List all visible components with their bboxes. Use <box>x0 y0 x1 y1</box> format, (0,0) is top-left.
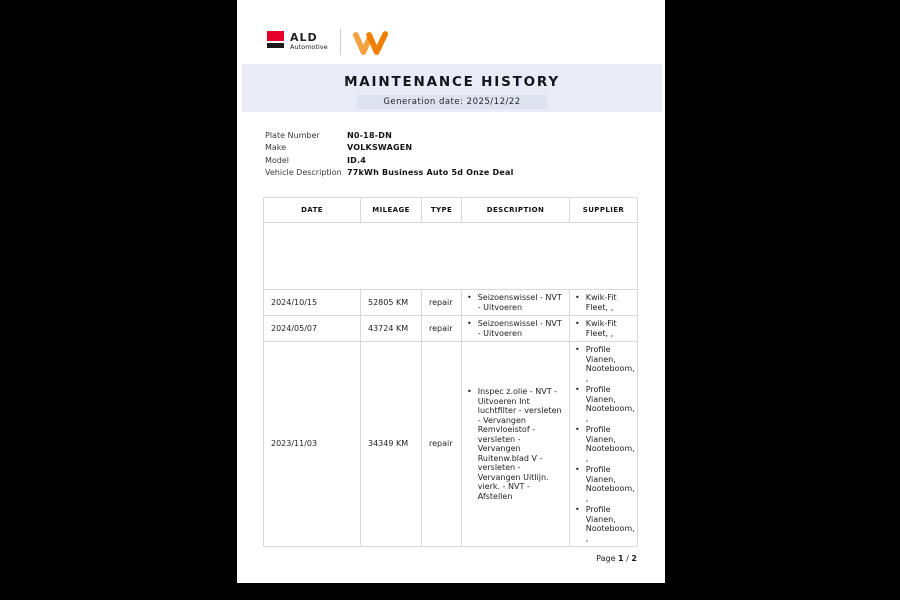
description-cell <box>462 342 570 547</box>
empty-cell <box>264 223 638 290</box>
bullet-icon: • <box>467 319 472 328</box>
plate-number-value: N0-18-DN <box>347 131 392 140</box>
date-cell: 2024/10/15 <box>264 290 361 316</box>
vehicle-description-value: 77kWh Business Auto 5d Onze Deal <box>347 167 514 177</box>
bullet-icon: • <box>467 293 472 302</box>
description-item: • Seizoenswissel - NVT - Uitvoeren <box>467 293 562 312</box>
supplier-item: • Profile Vianen, Nooteboom, , <box>575 425 635 463</box>
make-label: Make <box>265 143 287 153</box>
supplier-cell <box>570 316 638 342</box>
mileage-cell: 43724 KM <box>361 316 422 342</box>
description-cell <box>462 316 570 342</box>
page-total: 2 <box>631 554 637 563</box>
type-cell: repair <box>422 290 462 316</box>
brand-name: ALD <box>290 31 318 44</box>
table-header-row <box>264 198 638 223</box>
page-footer <box>596 554 637 563</box>
supplier-item: • Profile Vianen, Nooteboom, , <box>575 465 635 503</box>
header-logos <box>267 29 390 57</box>
bullet-icon: • <box>575 385 580 394</box>
bullet-icon: • <box>575 293 580 302</box>
ald-automotive-logo <box>267 29 328 51</box>
column-header-supplier: SUPPLIER <box>570 198 638 223</box>
supplier-item: • Kwik-Fit Fleet, , <box>575 293 617 312</box>
dealer-w-logo-icon <box>352 30 390 57</box>
ald-logo-text <box>290 32 328 51</box>
supplier-item: • Kwik-Fit Fleet, , <box>575 319 617 338</box>
type-cell: repair <box>422 316 462 342</box>
vehicle-description-label: Vehicle Description <box>265 167 342 177</box>
date-cell: 2023/11/03 <box>264 342 361 547</box>
bullet-icon: • <box>575 505 580 514</box>
ald-mark-red-band <box>267 31 284 41</box>
table-row <box>264 316 638 342</box>
document-page <box>237 0 665 583</box>
bullet-icon: • <box>575 465 580 474</box>
logo-divider <box>340 29 341 55</box>
table-row <box>264 342 638 547</box>
supplier-item: • Profile Vianen, Nooteboom, , <box>575 505 635 543</box>
table-row-empty <box>264 223 638 290</box>
page-label: Page <box>596 554 616 563</box>
vehicle-info <box>265 132 514 181</box>
vehicle-info-row <box>265 169 514 178</box>
column-header-mileage: MILEAGE <box>361 198 422 223</box>
date-cell: 2024/05/07 <box>264 316 361 342</box>
bullet-icon: • <box>575 319 580 328</box>
type-cell: repair <box>422 342 462 547</box>
maintenance-history-table <box>263 197 638 547</box>
description-cell <box>462 290 570 316</box>
page-title: MAINTENANCE HISTORY <box>344 74 560 90</box>
vehicle-info-row <box>265 157 514 166</box>
column-header-date: DATE <box>264 198 361 223</box>
bullet-icon: • <box>575 345 580 354</box>
description-item: • Seizoenswissel - NVT - Uitvoeren <box>467 319 562 338</box>
page-separator: / <box>626 554 629 563</box>
vehicle-info-row <box>265 144 514 153</box>
title-banner <box>242 64 662 112</box>
supplier-cell <box>570 290 638 316</box>
model-value: ID.4 <box>347 155 367 165</box>
model-label: Model <box>265 155 290 165</box>
mileage-cell: 34349 KM <box>361 342 422 547</box>
ald-mark-black-band <box>267 43 284 48</box>
supplier-cell <box>570 342 638 547</box>
plate-number-label: Plate Number <box>265 131 320 140</box>
ald-logo-mark-icon <box>267 31 284 48</box>
page-current: 1 <box>618 554 624 563</box>
mileage-cell: 52805 KM <box>361 290 422 316</box>
make-value: VOLKSWAGEN <box>347 143 413 153</box>
bullet-icon: • <box>467 387 472 396</box>
supplier-item: • Profile Vianen, Nooteboom, , <box>575 345 635 383</box>
vehicle-info-row <box>265 132 514 141</box>
table-row <box>264 290 638 316</box>
column-header-type: TYPE <box>422 198 462 223</box>
column-header-description: DESCRIPTION <box>462 198 570 223</box>
brand-subtitle: Automotive <box>290 43 328 51</box>
bullet-icon: • <box>575 425 580 434</box>
description-item: • Inspec z.olie - NVT - Uitvoeren Int luchtfilter - versleten - Vervangen Remvloeistof - versleten - Vervangen Ruitenw.blad V - versleten - Vervangen Uitlijn. vierk. - NVT - Afstellen <box>467 387 562 501</box>
supplier-item: • Profile Vianen, Nooteboom, , <box>575 385 635 423</box>
generation-date: Generation date: 2025/12/22 <box>357 95 546 109</box>
